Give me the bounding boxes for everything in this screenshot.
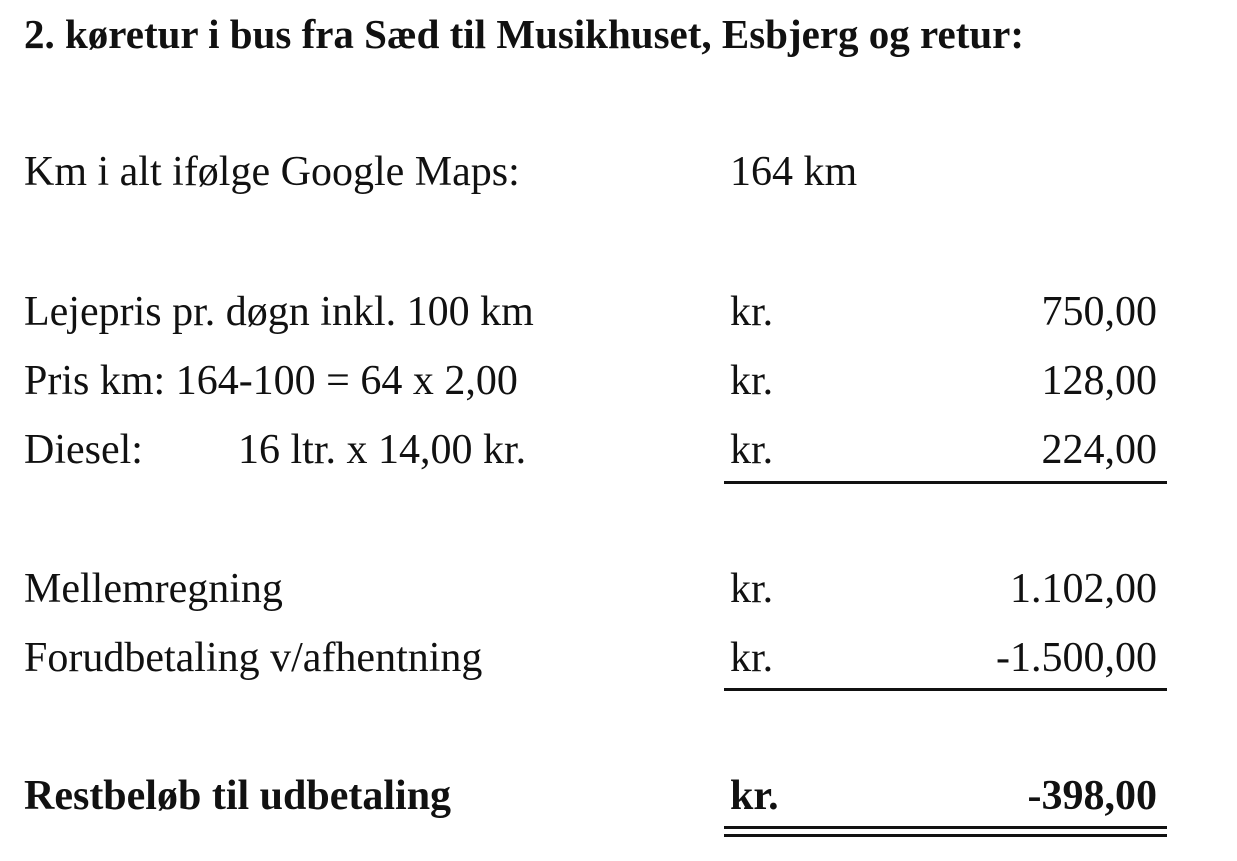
total-double-rule-bottom: [724, 834, 1167, 837]
cost-label: Diesel:: [24, 427, 143, 473]
cost-detail: 16 ltr. x 14,00 kr.: [238, 427, 527, 473]
settlement-unit: kr.: [730, 635, 774, 681]
cost-amount: 224,00: [1041, 427, 1157, 473]
settlement-unit: kr.: [730, 566, 774, 612]
cost-label: Lejepris pr. døgn inkl. 100 km: [24, 289, 534, 335]
total-unit: kr.: [730, 773, 779, 819]
subtotal-rule: [724, 481, 1167, 484]
settlement-amount: -1.500,00: [996, 635, 1157, 681]
cost-unit: kr.: [730, 289, 774, 335]
settlement-amount: 1.102,00: [1010, 566, 1157, 612]
settlement-label: Forudbetaling v/afhentning: [24, 635, 483, 681]
document-title: 2. køretur i bus fra Sæd til Musikhuset, Esbjerg og retur:: [24, 11, 1024, 57]
distance-label: Km i alt ifølge Google Maps:: [24, 149, 520, 195]
cost-amount: 750,00: [1041, 289, 1157, 335]
total-label: Restbeløb til udbetaling: [24, 773, 452, 819]
cost-amount: 128,00: [1041, 358, 1157, 404]
cost-unit: kr.: [730, 358, 774, 404]
distance-value: 164 km: [730, 149, 858, 195]
settlement-rule: [724, 688, 1167, 691]
settlement-label: Mellemregning: [24, 566, 283, 612]
cost-label: Pris km: 164-100 = 64 x 2,00: [24, 358, 518, 404]
total-amount: -398,00: [1027, 773, 1157, 819]
cost-unit: kr.: [730, 427, 774, 473]
total-double-rule-top: [724, 826, 1167, 829]
